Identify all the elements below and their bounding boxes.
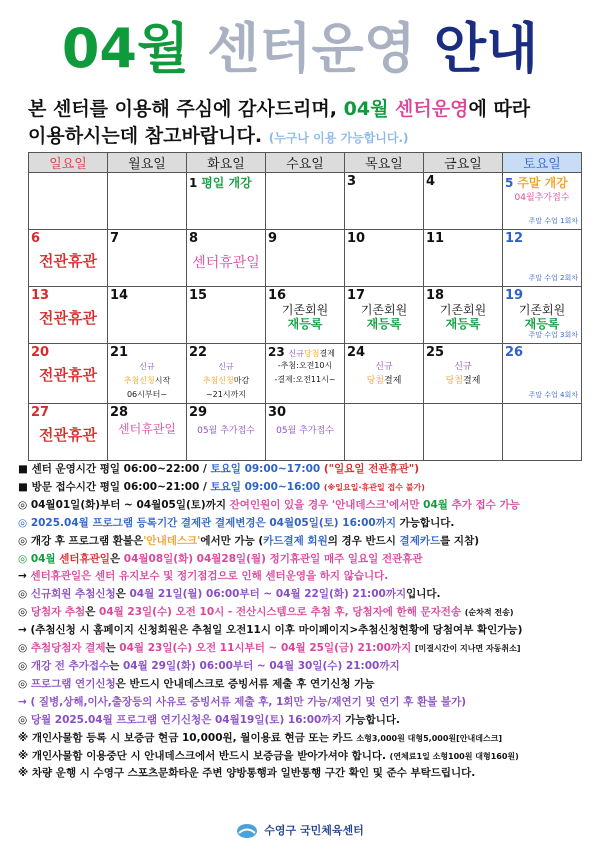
deadline-label: 마감 [233, 376, 250, 385]
re-registration: 재등록 [287, 317, 323, 331]
day-number: 13 [31, 288, 50, 303]
notice-text: ◎ 04월01일(화)부터 ~ 04월05일(토)까지 [18, 498, 226, 511]
day-number: 1 [189, 176, 198, 190]
title-guide: 안내 [433, 17, 539, 80]
calendar-cell-30 [266, 404, 345, 461]
day-number: 22 [189, 345, 208, 360]
notice-note: (※일요일·휴관일 접수 불가) [323, 482, 425, 492]
calendar-cell-4 [424, 173, 503, 230]
notice-highlight: 프로그램 연기신청 [30, 677, 116, 690]
weekend-class-round: 주말 수업 2회차 [528, 274, 578, 282]
re-registration: 재등록 [524, 317, 560, 331]
calendar-cell-27 [29, 404, 108, 461]
notice-locker-registration [18, 730, 584, 748]
notice-text: 은 [115, 588, 126, 601]
calendar-cell-empty [503, 404, 582, 461]
calendar-cell-11 [424, 230, 503, 287]
day-number: 28 [110, 405, 129, 420]
existing-member: 기존회원 [360, 303, 408, 317]
day-number: 16 [268, 288, 287, 303]
intro-note: (누구나 이용 가능합니다.) [268, 131, 409, 145]
weekday-tue: 화요일 [187, 153, 266, 173]
calendar-cell-empty [108, 173, 187, 230]
notice-winner-payment [18, 640, 584, 658]
calendar-cell-23 [266, 344, 345, 404]
weekday-header-row [29, 153, 582, 173]
notice-highlight: 추가 접수 가능 [451, 498, 520, 511]
calendar-cell-empty [424, 404, 503, 461]
calendar-cell-10 [345, 230, 424, 287]
calendar-cell-5 [503, 173, 582, 230]
notice-text: 은 [109, 552, 121, 565]
notice-lottery-application [18, 586, 584, 604]
footer [0, 822, 600, 839]
notice-highlight: 04월05일(토) 16:00까지 [269, 516, 396, 529]
day-number: 10 [347, 231, 366, 246]
notice-highlight: ◎ 2025.04월 프로그램 등록기간 결제관 결제변경은 [18, 516, 266, 529]
day-number: 11 [426, 231, 445, 246]
calendar-cell-empty [266, 173, 345, 230]
notice-postponement-deadline [18, 712, 584, 730]
notice-highlight: '안내데스크' [143, 534, 201, 547]
intro-line2: 이용하시는데 참고바랍니다. [28, 125, 263, 147]
day-number: 18 [426, 288, 445, 303]
notice-highlight: → ( 질병,상해,이사,출장등의 사유로 증빙서류 제출 후, 1회만 가능/재연기 및 연기 후 환불 불가) [18, 695, 467, 708]
notice-highlight: 신규회원 추첨신청 [30, 588, 116, 601]
calendar-cell-3 [345, 173, 424, 230]
notice-highlight: 04월08일(화) 04월28일(월) 정기휴관일 매주 일요일 전관휴관 [123, 552, 423, 565]
calendar-cell-16 [266, 287, 345, 344]
notice-highlight: ◎ 04월 [18, 552, 56, 565]
notice-text: 입니다. [406, 588, 441, 601]
lottery-time: -추첨:오전10시 [277, 361, 333, 370]
calendar-cell-28 [108, 404, 187, 461]
notice-highlight: 개강 전 추가접수 [30, 659, 110, 672]
notice-text: ◎ [18, 588, 28, 601]
day-number: 5 [505, 176, 514, 190]
existing-member: 기존회원 [518, 303, 566, 317]
full-closure: 전관휴관 [39, 309, 97, 327]
calendar-cell-1 [187, 173, 266, 230]
payment-label: 결제 [319, 349, 335, 358]
day-number: 4 [426, 174, 436, 189]
day-number: 30 [268, 405, 287, 420]
center-closure: 센터휴관일 [192, 255, 260, 271]
additional-registration: 04월추가접수 [514, 193, 570, 203]
day-number: 20 [31, 345, 50, 360]
calendar-week-3 [29, 287, 582, 344]
day-number: 3 [347, 174, 357, 189]
notice-text: 가능합니다. [399, 516, 455, 529]
weekday-fri: 금요일 [424, 153, 503, 173]
winner-label: 당첨 [304, 349, 320, 358]
notice-text: 은 반드시 안내데스크로 증빙서류 제출 후 연기신청 가능 [115, 677, 375, 690]
notice-highlight: 04월 23일(수) 오전 10시 - 전산시스템으로 추첨 후, 당첨자에 한해 문자전송 [99, 606, 462, 619]
day-number: 27 [31, 405, 50, 420]
may-additional-registration: 05월 추가접수 [276, 426, 334, 436]
notice-postponement [18, 676, 584, 694]
start-label: 시작 [154, 376, 171, 385]
notice-highlight: 당첨자 추첨 [30, 606, 86, 619]
title-center-operation: 센터운영 [207, 17, 416, 80]
full-closure: 전관휴관 [39, 366, 97, 384]
calendar-cell-19 [503, 287, 582, 344]
weekday-mon: 월요일 [108, 153, 187, 173]
notice-closure-reason [18, 568, 584, 586]
winner-label: 당첨 [366, 376, 384, 386]
notice-highlight: 04월 [423, 498, 448, 511]
notice-text: 는 [105, 642, 116, 655]
notice-text: ※ 개인사물함 이용중단 시 안내데스크에서 반드시 보증금을 받아가셔야 합니다. [18, 749, 387, 762]
notice-highlight: 토요일 09:00~17:00 [210, 463, 321, 475]
calendar-cell-20 [29, 344, 108, 404]
weekday-opening: 평일 개강 [201, 176, 252, 190]
notice-highlight: 센터휴관일은 센터 유지보수 및 정기점검으로 인해 센터운영을 하지 않습니다. [30, 570, 389, 583]
center-closure: 센터휴관일 [118, 422, 176, 436]
notice-highlight: 센터휴관일 [59, 552, 110, 565]
weekday-sun: 일요일 [29, 153, 108, 173]
notice-text: → [18, 570, 27, 583]
existing-member: 기존회원 [281, 303, 329, 317]
notice-highlight: 04월 29일(화) 06:00부터 ~ 04월 30일(수) 21:00까지 [122, 659, 400, 672]
notice-highlight: 토요일 09:00~16:00 [210, 480, 321, 493]
calendar-cell-13 [29, 287, 108, 344]
day-number: 6 [31, 231, 41, 246]
calendar-cell-empty [29, 173, 108, 230]
notice-text: ◎ [18, 606, 28, 619]
notice-text: ◎ [18, 642, 28, 655]
new-member: 신규 [454, 362, 472, 372]
day-number: 9 [268, 231, 278, 246]
calendar-cell-9 [266, 230, 345, 287]
payment-label: 결제 [463, 376, 481, 386]
notice-highlight: 04월19일(토) 16:00까지 [215, 713, 342, 726]
calendar-cell-17 [345, 287, 424, 344]
notice-highlight: 결제카드 [399, 534, 441, 547]
notice-text: ◎ [18, 713, 28, 726]
day-number: 24 [347, 345, 366, 360]
calendar-cell-21 [108, 344, 187, 404]
april-calendar [28, 152, 582, 461]
calendar-cell-29 [187, 404, 266, 461]
new-member: 신규 [139, 362, 155, 371]
lottery-application: 추첨신청 [123, 376, 155, 385]
notice-text: ◎ [18, 659, 28, 672]
intro-line1-d: 에 따라 [468, 98, 531, 120]
may-additional-registration: 05월 추가접수 [197, 426, 255, 436]
day-number: 21 [110, 345, 129, 360]
new-member: 신규 [375, 362, 393, 372]
notice-text: ※ 차량 운행 시 수영구 스포츠문화타운 주변 양방통행과 일반통행 구간 확인 및 준수 부탁드립니다. [18, 767, 476, 780]
notice-text: ■ 방문 접수시간 평일 06:00~21:00 / [18, 480, 207, 493]
full-closure: 전관휴관 [39, 252, 97, 270]
weekend-class-round: 주말 수업 4회차 [528, 391, 578, 399]
calendar-cell-24 [345, 344, 424, 404]
notice-postponement-reason [18, 694, 584, 712]
organization-name: 수영구 국민체육센터 [264, 824, 364, 837]
day-number: 14 [110, 288, 129, 303]
notice-text: 를 지참) [440, 534, 480, 547]
weekend-class-round: 주말 수업 3회차 [528, 331, 578, 339]
weekend-class-round: 주말 수업 1회차 [528, 217, 578, 225]
day-number: 15 [189, 288, 208, 303]
calendar-week-1 [29, 173, 582, 230]
payment-label: 결제 [384, 376, 402, 386]
notice-highlight: ("일요일 전관휴관") [323, 463, 420, 475]
calendar-cell-25 [424, 344, 503, 404]
day-number: 26 [505, 345, 524, 360]
existing-member: 기존회원 [439, 303, 487, 317]
notice-note: (순차적 전송) [464, 608, 514, 618]
notice-refund [18, 533, 584, 551]
notice-text: 의 경우 반드시 [327, 534, 396, 547]
notice-online-check [18, 622, 584, 640]
day-number: 7 [110, 231, 120, 246]
notice-list [18, 461, 584, 783]
day-number: 17 [347, 288, 366, 303]
calendar-week-2 [29, 230, 582, 287]
notice-note: 소형3,000원 대형5,000원[안내데스크] [356, 733, 503, 743]
notice-text: ■ 센터 운영시간 평일 06:00~22:00 / [18, 463, 207, 475]
payment-time: -결제:오전11시~ [274, 375, 336, 384]
weekday-wed: 수요일 [266, 153, 345, 173]
intro-center: 센터운영 [395, 98, 469, 120]
calendar-cell-8 [187, 230, 266, 287]
calendar-cell-22 [187, 344, 266, 404]
notice-highlight: 04월 23일(수) 오전 11시부터 ~ 04월 25일(금) 21:00까지 [119, 642, 412, 655]
notice-highlight: 당월 2025.04월 프로그램 연기신청은 [30, 713, 212, 726]
notice-traffic [18, 765, 584, 783]
day-number: 12 [505, 231, 524, 246]
calendar-week-5 [29, 404, 582, 461]
notice-reception-hours [18, 479, 584, 497]
calendar-cell-26 [503, 344, 582, 404]
notice-pre-opening-registration [18, 658, 584, 676]
new-member: 신규 [288, 349, 304, 358]
logo-icon [236, 823, 258, 839]
intro-text [28, 96, 588, 152]
lottery-application: 추첨신청 [202, 376, 234, 385]
new-member: 신규 [218, 362, 234, 371]
notice-text: 가능합니다. [345, 713, 400, 726]
notice-additional-registration [18, 497, 584, 515]
day-number: 8 [189, 231, 199, 246]
weekday-thu: 목요일 [345, 153, 424, 173]
notice-text: ◎ [18, 677, 28, 690]
notice-note: (연체료1일 소형100원 대형160원) [389, 751, 519, 761]
calendar-cell-empty [345, 404, 424, 461]
end-time: ~21시까지 [205, 390, 247, 399]
full-closure: 전관휴관 [39, 426, 97, 444]
notice-text: ◎ 개강 후 프로그램 환불은 [18, 534, 144, 547]
notice-operation-hours [18, 461, 584, 479]
notice-note: [미결시간이 지나면 자동취소] [414, 644, 521, 654]
notice-locker-deposit [18, 748, 584, 766]
notice-closure-days [18, 551, 584, 569]
notice-text: ※ 개인사물함 등록 시 보증금 현금 10,000원, 월이용료 현금 또는 카드 [18, 731, 353, 744]
intro-month: 04월 [343, 98, 389, 120]
notice-payment-change [18, 515, 584, 533]
notice-text: 은 [85, 606, 96, 619]
calendar-week-4 [29, 344, 582, 404]
day-number: 29 [189, 405, 208, 420]
title-month: 04월 [61, 17, 190, 80]
calendar-cell-12 [503, 230, 582, 287]
day-number: 23 [268, 345, 285, 359]
notice-highlight: 추첨당첨자 결제 [30, 642, 106, 655]
notice-text: 에서만 가능 ( [200, 534, 264, 547]
calendar-cell-15 [187, 287, 266, 344]
re-registration: 재등록 [366, 317, 402, 331]
calendar-cell-6 [29, 230, 108, 287]
notice-highlight: 04월 21일(월) 06:00부터 ~ 04월 22일(화) 21:00까지 [129, 588, 407, 601]
notice-highlight: 잔여인원이 있을 경우 '안내데스크'에서만 [229, 498, 420, 511]
day-number: 19 [505, 288, 524, 303]
calendar-cell-7 [108, 230, 187, 287]
calendar-cell-14 [108, 287, 187, 344]
notice-highlight: 카드결제 회원 [263, 534, 328, 547]
winner-label: 당첨 [445, 376, 463, 386]
notice-lottery-draw [18, 604, 584, 622]
re-registration: 재등록 [445, 317, 481, 331]
start-time: 06시부터~ [126, 390, 168, 399]
notice-text: 는 [109, 659, 120, 672]
day-number: 25 [426, 345, 445, 360]
intro-line1-a: 본 센터를 이용해 주심에 감사드리며, [28, 98, 337, 120]
weekend-opening: 주말 개강 [517, 176, 568, 190]
calendar-cell-18 [424, 287, 503, 344]
weekday-sat: 토요일 [503, 153, 582, 173]
page-title [0, 14, 600, 84]
notice-text: → (추첨신청 시 홈페이지 신청회원은 추첨일 오전11시 이후 마이페이지>추첨신청현황에 당첨여부 확인가능) [18, 624, 523, 637]
